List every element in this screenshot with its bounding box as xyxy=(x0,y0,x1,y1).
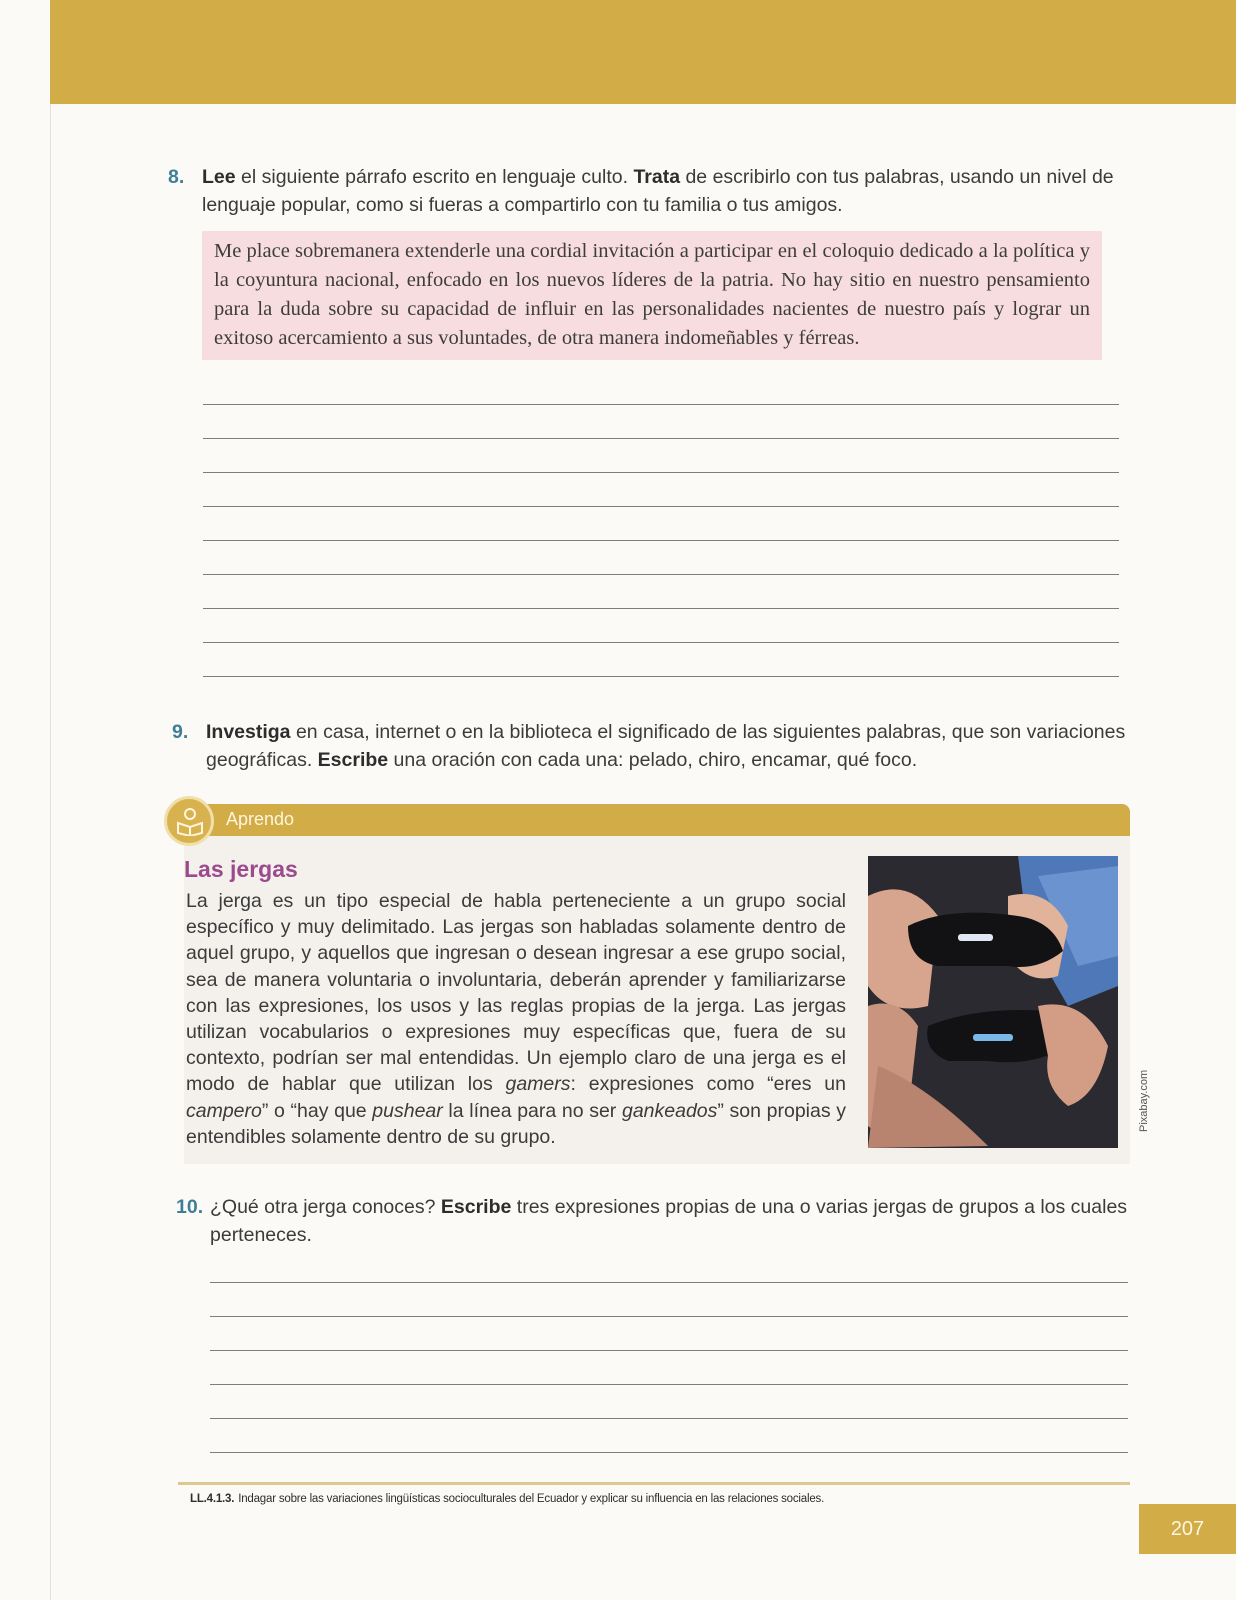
question-9: 9. Investiga en casa, internet o en la biblioteca el significado de las siguientes palabras, que son variaciones geográficas. Escribe una oración con cada una: pelado, chiro, encamar, qué foco. xyxy=(206,718,1126,774)
aprendo-header-bar xyxy=(184,804,1130,836)
answer-line[interactable] xyxy=(210,1282,1128,1283)
book-reader-icon xyxy=(175,806,205,836)
formal-paragraph: Me place sobremanera extenderle una cordial invitación a participar en el coloquio dedicado a la política y la coyuntura nacional, enfocado en los nuevos líderes de la patria. No hay sitio en nuestro pensamiento para la duda sobre su capacidad de influir en las personalidades nacientes de nuestro país y lograr un exitoso acercamiento a sus voluntades, de otra manera indomeñables y férreas. xyxy=(214,240,1090,349)
question-number: 8. xyxy=(168,166,185,188)
answer-line[interactable] xyxy=(210,1350,1128,1351)
curriculum-code: LL.4.1.3. xyxy=(190,1493,235,1505)
instruction-verb: Lee xyxy=(202,166,236,188)
game-controllers-image xyxy=(868,856,1118,1148)
footer-divider xyxy=(178,1482,1130,1485)
answer-line[interactable] xyxy=(203,642,1119,643)
answer-line[interactable] xyxy=(210,1316,1128,1317)
instruction-verb: Escribe xyxy=(440,1196,512,1218)
answer-line[interactable] xyxy=(203,574,1119,575)
question-number: 9. xyxy=(172,721,189,743)
question-10: 10. ¿Qué otra jerga conoces? Escribe tres expresiones propias de una o varias jergas de grupos a los cuales perteneces. xyxy=(210,1193,1130,1249)
answer-line[interactable] xyxy=(203,438,1119,439)
section-title: Las jergas xyxy=(184,856,298,882)
answer-line[interactable] xyxy=(203,540,1119,541)
answer-line[interactable] xyxy=(210,1418,1128,1419)
gamers-photo xyxy=(868,856,1118,1148)
answer-line[interactable] xyxy=(203,404,1119,405)
section-text: La jerga es un tipo especial de habla perteneciente a un grupo social específico y muy delimitado. Las jergas son habladas solamente dentro de aquel grupo, y aquellos que ingresan o desean ingresar a ese grupo social, sea de manera voluntaria o involuntaria, deberán aprender y familiarizarse con las expresiones, los usos y las reglas propias de la jerga. Las jergas utilizan vocabularios o expresiones muy específicas que, fuera de su contexto, podrían ser mal entendidas. Un ejemplo claro de una jerga es el modo de hablar que utilizan los gamers: expresiones como “eres un campero” o “hay que pushear la línea para no ser gankeados” son propias y entendibles solamente dentro de su grupo. xyxy=(186,890,846,1148)
instruction-verb: Escribe xyxy=(317,749,389,771)
header-band xyxy=(50,0,1236,104)
instruction-verb: Investiga xyxy=(206,721,291,743)
answer-line[interactable] xyxy=(203,676,1119,677)
answer-line[interactable] xyxy=(203,472,1119,473)
question-8: 8. Lee el siguiente párrafo escrito en lenguaje culto. Trata de escribirlo con tus palabras, usando un nivel de lenguaje popular, como si fueras a compartirlo con tu familia o tus amigos. xyxy=(202,163,1122,219)
answer-line[interactable] xyxy=(203,608,1119,609)
formal-paragraph-box xyxy=(202,231,1102,360)
curriculum-note: LL.4.1.3. Indagar sobre las variaciones lingüísticas socioculturales del Ecuador y explicar su influencia en las relaciones sociales. xyxy=(190,1493,825,1505)
answer-line[interactable] xyxy=(210,1384,1128,1385)
instruction-verb: Trata xyxy=(633,166,681,188)
photo-credit: Pixabay.com xyxy=(1138,1069,1150,1132)
page-edge xyxy=(50,104,51,1600)
page-number: 207 xyxy=(1139,1504,1236,1554)
question-number: 10. xyxy=(176,1196,204,1218)
answer-line[interactable] xyxy=(203,506,1119,507)
aprendo-badge xyxy=(164,796,214,846)
aprendo-label: Aprendo xyxy=(226,809,295,829)
answer-line[interactable] xyxy=(210,1452,1128,1453)
